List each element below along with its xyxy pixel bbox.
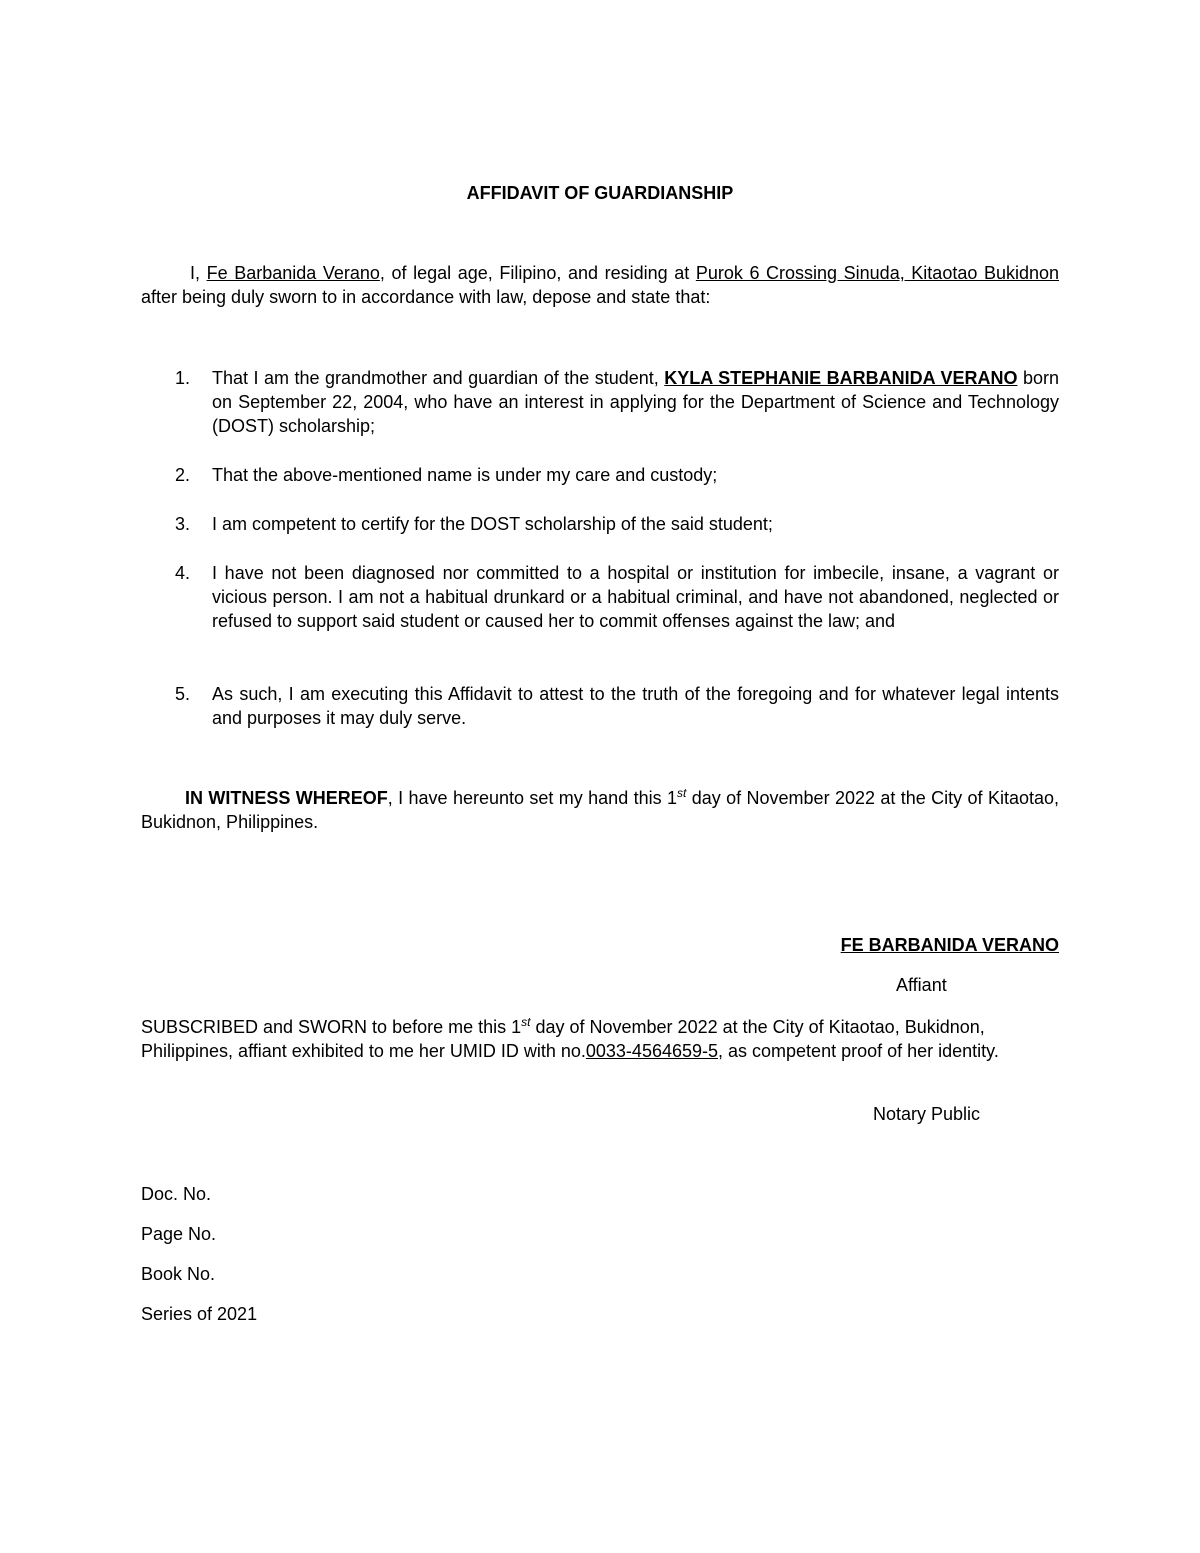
intro-paragraph — [141, 261, 1059, 309]
witness-paragraph — [141, 786, 1059, 834]
book-no-label: Book No. — [141, 1264, 216, 1284]
item-1-post: born on September 22, 2004, who have an interest in applying for the Department of Science and Technology (DOST) scholarship; — [212, 368, 1059, 436]
witness-pre: , I have hereunto set my hand this 1 — [387, 788, 677, 808]
intro-mid: , of legal age, Filipino, and residing at — [379, 263, 696, 283]
umid-number: 0033-4564659-5, — [585, 1041, 724, 1061]
list-item-number: 1. — [175, 368, 191, 388]
affiant-address: Purok 6 Crossing Sinuda, Kitaotao Bukidnon — [695, 263, 1060, 283]
list-item-number: 5. — [175, 684, 191, 704]
witness-post: day of November 2022 at the City of Kitaotao, Bukidnon, Philippines. — [141, 788, 1059, 832]
witness-date-suffix: st — [677, 786, 687, 800]
jurat-date-suffix: st — [521, 1015, 531, 1029]
list-item-text: As such, I am executing this Affidavit to attest to the truth of the foregoing and for whatever legal intents and purposes it may duly serve. — [212, 684, 1059, 728]
list-item — [141, 463, 1059, 487]
list-item-number: 2. — [175, 465, 191, 485]
list-item — [141, 682, 1059, 730]
signatory-role: Affiant — [896, 975, 947, 995]
signatory-name: FE BARBANIDA VERANO — [840, 935, 1059, 955]
list-item — [141, 561, 1059, 633]
doc-no-label: Doc. No. — [141, 1184, 212, 1204]
jurat-paragraph — [141, 1015, 1059, 1063]
series-label: Series of 2021 — [141, 1304, 258, 1324]
intro-suffix: after being duly sworn to in accordance with law, depose and state that: — [141, 287, 711, 307]
list-item-text: I am competent to certify for the DOST scholarship of the said student; — [212, 514, 773, 534]
student-name: KYLA STEPHANIE BARBANIDA VERANO — [664, 368, 1018, 388]
witness-lead: IN WITNESS WHEREOF — [185, 788, 388, 808]
jurat-pre: SUBSCRIBED and SWORN to before me this 1 — [141, 1017, 522, 1037]
page-no-label: Page No. — [141, 1224, 217, 1244]
jurat-post: as competent proof of her identity. — [723, 1041, 999, 1061]
list-item — [141, 366, 1059, 438]
intro-prefix: I, — [190, 263, 207, 283]
list-item-number: 3. — [175, 514, 191, 534]
list-item-text: That the above-mentioned name is under my care and custody; — [212, 465, 718, 485]
list-item-number: 4. — [175, 563, 191, 583]
list-item-text — [212, 366, 1059, 438]
list-item — [141, 512, 1059, 536]
document-title: AFFIDAVIT OF GUARDIANSHIP — [466, 183, 734, 203]
list-item-text: I have not been diagnosed nor committed to a hospital or institution for imbecile, insane, a vagrant or vicious person. I am not a habitual drunkard or a habitual criminal, and have not abandoned, neglected or refused to support said student or caused her to commit offenses against the law; and — [212, 563, 1059, 631]
affiant-name-inline: Fe Barbanida Verano — [206, 263, 380, 283]
jurat-mid: day of November 2022 at the City of Kitaotao, Bukidnon, Philippines, affiant exhibited to me her UMID ID with no. — [141, 1017, 985, 1061]
item-1-pre: That I am the grandmother and guardian of the student, — [212, 368, 665, 388]
notary-label: Notary Public — [873, 1104, 981, 1124]
